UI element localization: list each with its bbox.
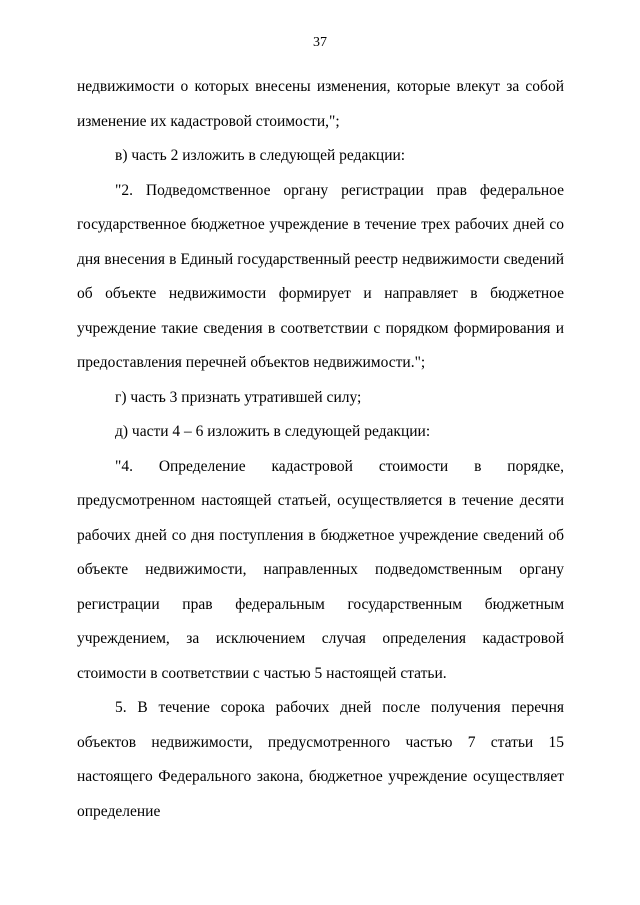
paragraph-item-g: г) часть 3 признать утратившей силу; — [115, 388, 362, 406]
paragraph-part-5-text: 5. В течение сорока рабочих дней после получения перечня объектов недвижимости, предусмотренного частью 7 статьи 15 настоящего Федерального закона, бюджетное учреждение осуществляет определение — [77, 699, 564, 820]
paragraph-part-2-text: "2. Подведомственное органу регистрации прав федеральное государственное бюджетное учреждение в течение трех рабочих дней со дня внесения в Единый государственный реестр недвижимости сведений об объекте недвижимости формирует и направляет в бюджетное учреждение такие сведения в соответствии с порядком формирования и предоставления перечней объектов недвижимости."; — [77, 181, 564, 371]
paragraph-part-4-text: "4. Определение кадастровой стоимости в порядке, предусмотренном настоящей статьей, осуществляется в течение десяти рабочих дней со дня поступления в бюджетное учреждение сведений об объекте недвижимости, направленных подведомственным органу регистрации прав федеральным государственным бюджетным учреждением, за исключением случая определения кадастровой стоимости в соответствии с частью 5 настоящей статьи. — [77, 457, 564, 682]
paragraph-item-v: в) часть 2 изложить в следующей редакции: — [115, 147, 406, 164]
document-body — [77, 70, 564, 829]
paragraph-item-d: д) части 4 – 6 изложить в следующей редакции: — [115, 423, 431, 440]
page-number: 37 — [313, 35, 327, 50]
paragraph-continuation: недвижимости о которых внесены изменения, которые влекут за собой изменение их кадастровой стоимости,"; — [77, 78, 564, 130]
